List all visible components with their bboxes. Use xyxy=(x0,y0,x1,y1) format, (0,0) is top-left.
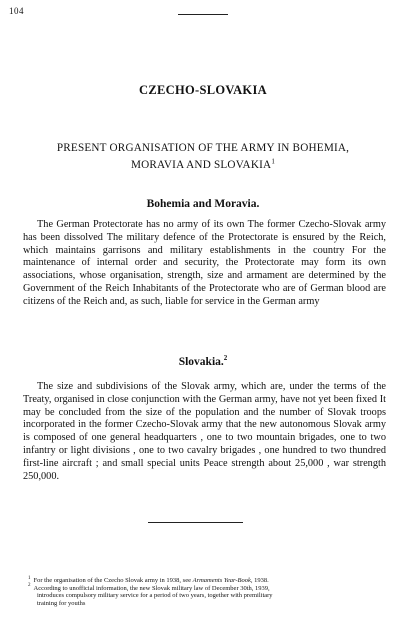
page-number: 104 xyxy=(9,6,24,16)
main-title xyxy=(10,140,396,174)
section-heading-slovakia-wrap xyxy=(0,356,406,368)
footnote-2-mark: 2 xyxy=(28,583,31,589)
section-body-bohemia xyxy=(23,219,386,309)
footnote-ref-1: 1 xyxy=(271,157,276,166)
paragraph-bohemia: The German Protectorate has no army of its own The former Czecho-Slovak army has been dissolved The military defence of the Protectorate is ensured by the Reich, which maintains garrisons and military establishments in the country For the maintenance of internal order and security, the Protectorate may form its own associations, whose organisation, strength, size and armament are determined by the Government of the Reich Inhabitants of the Protectorate who are of German blood are citizens of the Reich and, as such, liable for service in the German army xyxy=(23,219,386,307)
section-heading-slovakia: Slovakia. xyxy=(178,356,224,368)
footnote-1-text-b: , 1938. xyxy=(250,577,269,584)
main-title-line1: PRESENT ORGANISATION OF THE ARMY IN BOHEMIA, xyxy=(56,142,350,154)
paragraph-slovakia: The size and subdivisions of the Slovak army, which are, under the terms of the Treaty, organised in close conjunction with the German army, have not yet been fixed It may be concluded from the size of the population and the number of Slovak troops incorporated in the former Czecho-Slovak army that the new autonomous Slovak army is composed of one general headquarters , one to two mountain brigades, one to two infantry or light divisions , one to two cavalry brigades , one hundred to two thundred first-line aircraft ; and small special units Peace strength about 25,000 , war strength 250,000. xyxy=(23,381,386,482)
footnote-2-line2: introduces compulsory military service for a period of two years, together with premilitary xyxy=(37,592,273,600)
footnote-1-text-a: For the organisation of the Czecho Slovak army in 1938, see xyxy=(33,577,193,584)
chapter-title: CZECHO-SLOVAKIA xyxy=(139,83,267,97)
footnote-ref-2: 2 xyxy=(223,354,228,363)
footnotes xyxy=(28,577,388,607)
footnote-2-line1: According to unofficial information, the new Slovak military law of December 30th, 1939, xyxy=(33,584,270,592)
section-body-slovakia xyxy=(23,381,386,483)
main-title-line2-wrap xyxy=(10,157,396,174)
main-title-line2: MORAVIA AND SLOVAKIA xyxy=(130,159,272,171)
footnote-1-citation: Armaments Year-Book xyxy=(192,577,251,584)
footnote-2 xyxy=(28,585,388,593)
header-rule xyxy=(178,14,228,15)
footnote-separator xyxy=(148,522,243,523)
footnote-2-line3: training for youths xyxy=(37,599,86,607)
footnote-1 xyxy=(28,577,388,585)
footnote-1-mark: 1 xyxy=(28,575,31,581)
section-heading-bohemia: Bohemia and Moravia. xyxy=(146,198,260,210)
